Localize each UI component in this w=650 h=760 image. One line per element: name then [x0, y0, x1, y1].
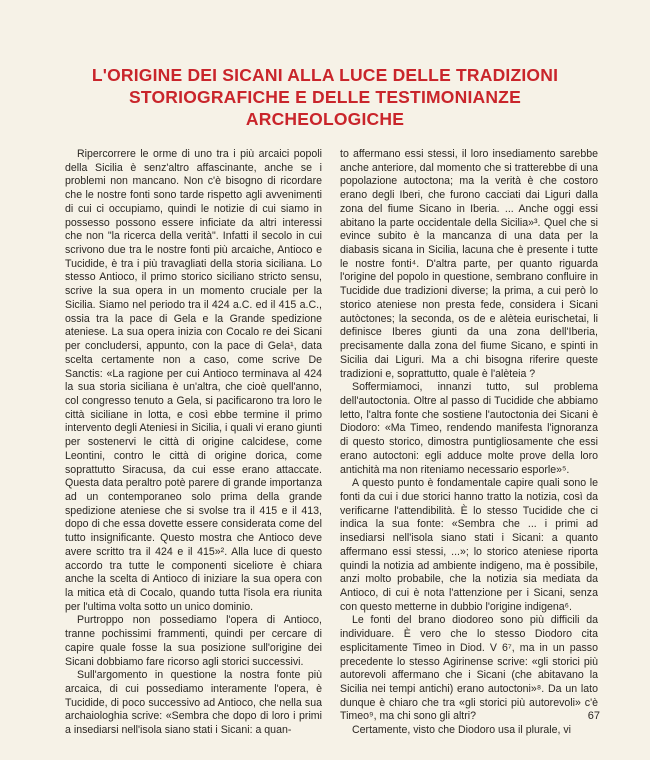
paragraph: Le fonti del brano diodoreo sono più difficili da individuare. È vero che lo stesso Diodoro cita esplicitamente Timeo in Diod. V 6⁷, ma in un passo precedente lo stesso Agirinense scrive: «gli storici più autorevoli affermano che i Sicani (che abitavano la Sicilia nei tempi antichi) erano autoctoni»⁸. Da un lato dunque è chiaro che tra «gli storici più autorevoli» c'è Timeo⁹, ma chi sono gli altri?	[340, 614, 598, 723]
paragraph: Sull'argomento in questione la nostra fonte più arcaica, di cui possediamo interamente l'opera, è Tucidide, di poco successivo ad Antioco, che nella sua archaiologhia scrive: «Sembra che dopo di loro i primi a insediarsi nell'isola siano stati i Sicani: a quan-	[65, 669, 322, 737]
paragraph: Certamente, visto che Diodoro usa il plurale, vi	[352, 724, 572, 737]
article-title	[30, 64, 620, 130]
left-column	[65, 148, 322, 738]
title-line-1: L'ORIGINE DEI SICANI ALLA LUCE DELLE TRADIZIONI	[91, 65, 559, 85]
paragraph: to affermano essi stessi, il loro insediamento sarebbe anche anteriore, dal momento che si tratterebbe di una popolazione autoctona; ma la verità è che costoro erano degli Iberi, che furono cacciati dai Liguri dalla zona del fiume Sicano in Iberia. ... Anche oggi essi abitano la parte occidentale della Sicilia»³. Quel che si evince subito è la mancanza di una data per la diabasis sicana in Sicilia, lacuna che è presente i tutte le nostre fonti⁴. D'altra parte, per quanto riguarda l'origine del popolo in questione, sembrano confluire in Tucidide due tradizioni diverse; la prima, a cui però lo storico ateniese non presta fede, considera i Sicani autòctones; la seconda, os de e alèteia eurischetai, li definisce Iberes giunti da una zona dell'Iberia, precisamente dalla zona del fiume Sicano, e spinti in Sicilia dai Liguri. Ma a chi bisogna riferire queste tradizioni e, soprattutto, quale è l'alèteia ?	[340, 148, 598, 380]
title-line-2: STORIOGRAFICHE E DELLE TESTIMONIANZE	[129, 87, 521, 107]
paragraph: A questo punto è fondamentale capire quali sono le fonti da cui i due storici hanno tratto la notizia, così da verificarne l'attendibilità. È lo stesso Tucidide che ci indica la sua fonte: «Sembra che ... i primi ad insediarsi nell'isola siano stati i Sicani: a quanto affermano essi stessi, ...»; lo storico ateniese riporta quindi la notizia ad ambiente indigeno, ma è possibile, anzi molto probabile, che la notizia sia mediata da Antioco, di cui è nota l'attenzione per i Sicani, senza con questo metterne in dubbio l'origine indigena⁶.	[340, 477, 598, 613]
page-number: 67	[587, 710, 600, 722]
paragraph: Purtroppo non possediamo l'opera di Antioco, tranne pochissimi frammenti, quindi per cercare di capire quale fosse la sua posizione sull'origine dei Sicani dobbiamo fare ricorso agli storici successivi.	[65, 614, 322, 668]
paragraph: Ripercorrere le orme di uno tra i più arcaici popoli della Sicilia è senz'altro affascinante, anche se i problemi non mancano. Non c'è bisogno di ricordare che le nostre fonti sono tarde rispetto agli avvenimenti di cui ci occupiamo, quindi le notizie di cui siamo in possesso possono essere inficiate da altri interessi che non "la ricerca della verità". Infatti il secolo in cui scrivono due tra le nostre fonti più arcaiche, Antioco e Tucidide, è tra i più travagliati della storia siciliana. Lo stesso Antioco, il primo storico siciliano stricto sensu, scrive la sua opera in un momento cruciale per la Sicilia. Siamo nel periodo tra il 424 a.C. ed il 415 a.C., ossia tra la pace di Gela e la Grande spedizione ateniese. La sua opera inizia con Cocalo re dei Sicani per concludersi, appunto, con la pace di Gela¹, data scelta certamente non a caso, come scrive De Sanctis: «La ragione per cui Antioco terminava al 424 la sua storia siciliana è un'altra, che cioè quell'anno, col congresso tenuto a Gela, si pacificarono tra loro le città siciliane in lotta, e così ebbe termine il primo intervento degli Ateniesi in Sicilia, i quali vi erano giunti per sostenervi le città di origine calcidese, come Leontini, contro le città di origine dorica, come soprattutto Siracusa, da cui esse erano attaccate. Questa data peraltro potè parere di grande importanza ad un contemporaneo solo prima della grande spedizione ateniese che si svolse tra il 415 e il 413, dopo di che essa dovette essere considerata come del tutto insignificante. Questo mostra che Antioco deve avere scritto tra il 424 e il 415»². Alla luce di questo accordo tra tutte le componenti sicelioте è chiara anche la scelta di Antioco di iniziare la sua opera con la mitica età di Cocalo, quando tutta l'isola era riunita per l'ultima volta sotto un unico dominio.	[65, 148, 322, 613]
title-line-3: ARCHEOLOGICHE	[245, 109, 405, 129]
right-column	[340, 148, 598, 738]
paragraph: Soffermiamoci, innanzi tutto, sul problema dell'autoctonia. Oltre al passo di Tucidide che abbiamo letto, l'altra fonte che sostiene l'autoctonia dei Sicani è Diodoro: «Ma Timeo, rendendo manifesta l'ignoranza di questo storico, dimostra puntigliosamente che essi erano autoctoni: egli adduce molte prove della loro antichità ma non riteniamo necessario esporle»⁵.	[340, 381, 598, 476]
